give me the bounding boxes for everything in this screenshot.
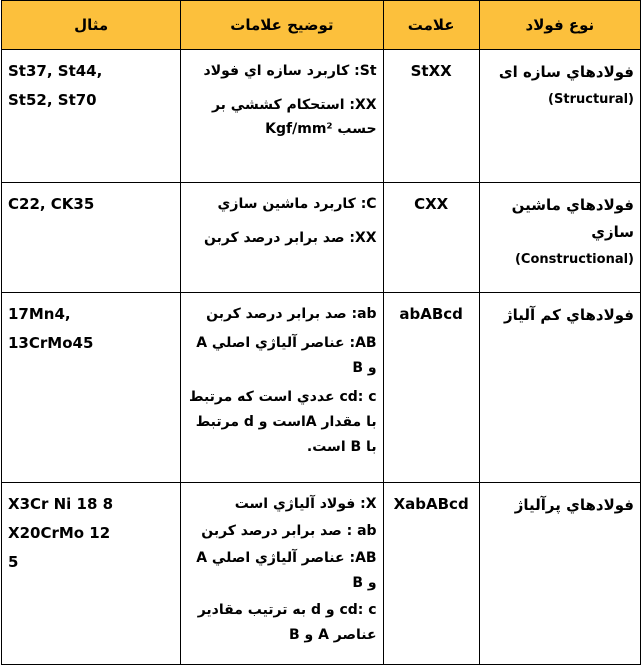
description-line: XX: استحكام كششي بر حسب Kgf/mm² xyxy=(211,97,377,138)
description-line: cd: c و d به ترتيب مقادير عناصر A و B xyxy=(197,601,377,643)
description-line: ab : صد برابر درصد كربن xyxy=(201,522,377,539)
description-line: cd: c عددي است كه مرتبط با مقدار Aاست و d مرتبط با B است. xyxy=(188,389,377,456)
example-cell xyxy=(2,50,181,183)
table-row xyxy=(2,50,641,183)
description-cell xyxy=(181,482,383,664)
header-description: توضيح علامات xyxy=(181,1,383,50)
example-cell xyxy=(2,482,181,664)
header-example: مثال xyxy=(2,1,181,50)
example-line: St52, St70 xyxy=(8,91,97,110)
header-symbol: علامت xyxy=(383,1,479,50)
description-cell xyxy=(181,50,383,183)
description-line: AB: عناصر آلياژي اصلي A و B xyxy=(196,335,377,377)
symbol-cell: XabABcd xyxy=(383,482,479,664)
steel-type-cell xyxy=(479,293,640,482)
description-line: AB: عناصر آلياژي اصلي A و B xyxy=(196,549,377,591)
header-steel-type: نوع فولاد xyxy=(479,1,640,50)
table-row xyxy=(2,293,641,482)
steel-type-fa: فولادهاي كم آلياژ xyxy=(504,306,634,325)
description-cell xyxy=(181,183,383,293)
steel-type-en: (Constructional) xyxy=(514,252,634,268)
example-line: 5 xyxy=(8,552,19,571)
example-line: X3Cr Ni 18 8 xyxy=(8,494,114,513)
description-line: XX: صد برابر درصد كربن xyxy=(203,230,377,247)
symbol-cell: abABcd xyxy=(383,293,479,482)
header-row xyxy=(2,1,641,50)
steel-type-en: (Structural) xyxy=(548,92,634,108)
steel-designation-table xyxy=(1,0,641,665)
table-row xyxy=(2,482,641,664)
example-line: 13CrMo45 xyxy=(8,334,94,353)
example-line: 17Mn4, xyxy=(8,305,71,324)
example-line: C22, CK35 xyxy=(8,195,95,214)
symbol-cell: StXX xyxy=(383,50,479,183)
description-line: St: كاربرد سازه اي فولاد xyxy=(203,63,377,80)
table-row xyxy=(2,183,641,293)
example-line: St37, St44, xyxy=(8,62,103,81)
steel-type-cell xyxy=(479,183,640,293)
symbol-cell: CXX xyxy=(383,183,479,293)
steel-type-cell xyxy=(479,50,640,183)
example-cell xyxy=(2,293,181,482)
description-cell xyxy=(181,293,383,482)
description-line: ab: صد برابر درصد كربن xyxy=(206,306,377,323)
example-cell xyxy=(2,183,181,293)
steel-type-fa: فولادهاي پرآلياژ xyxy=(514,495,634,514)
example-line: X20CrMo 12 xyxy=(8,523,111,542)
description-line: C: كاربرد ماشين سازي xyxy=(217,196,377,213)
steel-type-fa: فولادهاي ماشين سازي xyxy=(511,196,634,242)
description-line: X: فولاد آلياژي است xyxy=(234,495,377,512)
steel-type-cell xyxy=(479,482,640,664)
steel-type-fa: فولادهاي سازه اى xyxy=(498,63,634,82)
